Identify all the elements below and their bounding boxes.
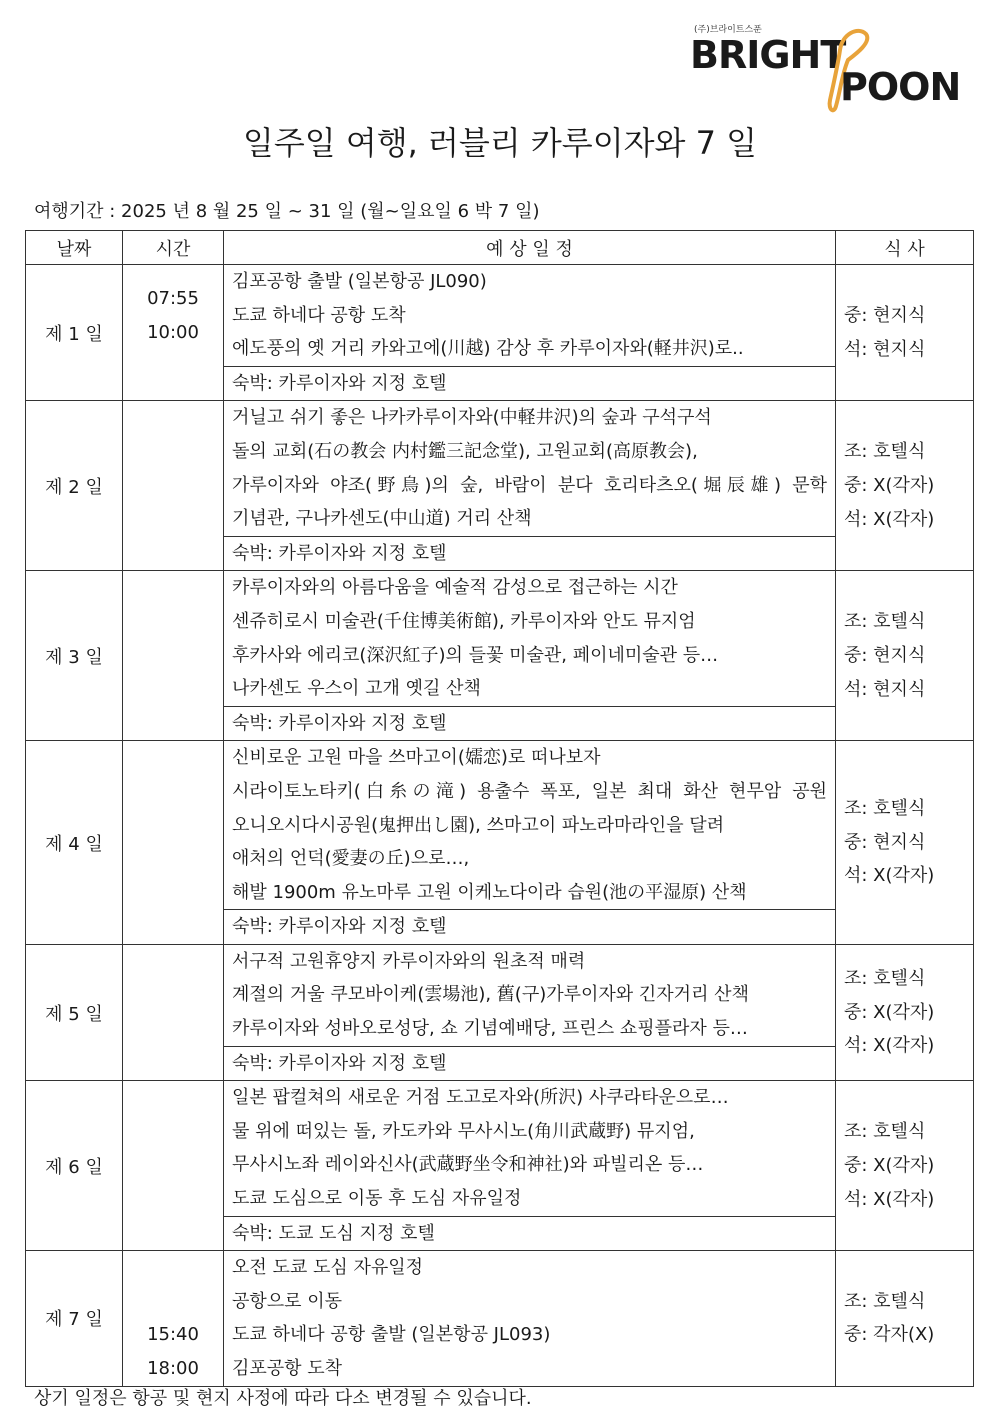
meal-item: 중: X(각자) xyxy=(844,475,935,497)
plan-line: 해발 1900m 유노마루 고원 이케노다이라 습원(池の平湿原) 산책 xyxy=(232,881,747,903)
time-cell xyxy=(123,1251,224,1386)
meal-item: 조: 호텔식 xyxy=(844,968,926,990)
plan-cell xyxy=(224,401,836,571)
plan-line: 계절의 거울 쿠모바이케(雲場池), 舊(구)가루이자와 긴자거리 산책 xyxy=(232,984,749,1006)
plan-line: 가루이자와 야조(野鳥)의 숲, 바람이 분다 호리타츠오(堀辰雄) 문학 xyxy=(232,474,827,496)
meal-item: 중: 각자(X) xyxy=(844,1324,935,1346)
day-label: 제 3 일 xyxy=(26,571,123,741)
header-plan: 예 상 일 정 xyxy=(224,231,836,265)
time-value: 10:00 xyxy=(147,321,199,343)
day-label: 제 2 일 xyxy=(26,401,123,571)
logo-word-poon: POON xyxy=(840,65,961,109)
plan-line: 무사시노좌 레이와신사(武蔵野坐令和神社)와 파빌리온 등… xyxy=(232,1154,704,1176)
table-header-row xyxy=(26,231,974,265)
meal-cell xyxy=(836,265,974,401)
meal-item: 석: X(각자) xyxy=(844,1035,935,1057)
itinerary-table xyxy=(25,230,974,1387)
meal-cell xyxy=(836,401,974,571)
plan-line: 거닐고 쉬기 좋은 나카카루이자와(中軽井沢)의 숲과 구석구석 xyxy=(232,407,712,429)
meal-item: 조: 호텔식 xyxy=(844,1290,926,1312)
table-row xyxy=(26,571,974,741)
header-meal: 식 사 xyxy=(836,231,974,265)
meal-item: 조: 호텔식 xyxy=(844,798,926,820)
plan-line: 공항으로 이동 xyxy=(232,1290,343,1312)
time-cell xyxy=(123,571,224,741)
time-value: 18:00 xyxy=(147,1358,199,1379)
time-cell xyxy=(123,741,224,945)
meal-item: 석: 현지식 xyxy=(844,338,926,360)
hotel-stay: 숙박: 카루이자와 지정 호텔 xyxy=(224,536,835,571)
time-cell xyxy=(123,401,224,571)
plan-line: 물 위에 떠있는 돌, 카도카와 무사시노(角川武蔵野) 뮤지엄, xyxy=(232,1120,695,1142)
plan-cell xyxy=(224,741,836,945)
time-value xyxy=(123,349,223,383)
company-logo xyxy=(690,22,965,120)
time-value xyxy=(123,1285,223,1319)
plan-line: 김포공항 출발 (일본항공 JL090) xyxy=(232,271,487,292)
hotel-stay: 숙박: 카루이자와 지정 호텔 xyxy=(224,909,835,944)
plan-cell xyxy=(224,265,836,401)
meal-cell xyxy=(836,1081,974,1251)
meal-item: 조: 호텔식 xyxy=(844,441,926,463)
plan-line: 센쥬히로시 미술관(千住博美術館), 카루이자와 안도 뮤지엄 xyxy=(232,610,696,632)
time-value: 07:55 xyxy=(147,288,199,310)
plan-line: 도쿄 하네다 공항 도착 xyxy=(232,304,406,326)
plan-line: 시라이토노타키(白糸の滝) 용출수 폭포, 일본 최대 화산 현무암 공원 xyxy=(232,780,827,802)
meal-item: 석: X(각자) xyxy=(844,508,935,530)
time-cell xyxy=(123,1081,224,1251)
time-value: 15:40 xyxy=(147,1324,199,1346)
table-row xyxy=(26,741,974,945)
meal-cell xyxy=(836,571,974,741)
header-time: 시간 xyxy=(123,231,224,265)
plan-line: 서구적 고원휴양지 카루이자와의 원초적 매력 xyxy=(232,950,586,972)
meal-item: 석: X(각자) xyxy=(844,1188,935,1210)
table-row xyxy=(26,1251,974,1386)
plan-line: 일본 팝컬쳐의 새로운 거점 도고로자와(所沢) 사쿠라타운으로… xyxy=(232,1087,729,1109)
time-value xyxy=(123,1251,223,1285)
travel-period: 여행기간 : 2025 년 8 월 25 일 ~ 31 일 (월~일요일 6 박 7 일) xyxy=(34,201,540,222)
plan-line: 후카사와 에리코(深沢紅子)의 들꽃 미술관, 페이네미술관 등… xyxy=(232,644,719,666)
plan-line: 도쿄 도심으로 이동 후 도심 자유일정 xyxy=(232,1188,522,1210)
day-label: 제 7 일 xyxy=(26,1251,123,1386)
plan-line: 에도풍의 옛 거리 카와고에(川越) 감상 후 카루이자와(軽井沢)로.. xyxy=(232,338,744,360)
meal-item: 조: 호텔식 xyxy=(844,611,926,633)
meal-cell xyxy=(836,1251,974,1386)
page-title: 일주일 여행, 러블리 카루이자와 7 일 xyxy=(242,124,758,162)
meal-cell xyxy=(836,741,974,945)
plan-line: 김포공항 도착 xyxy=(232,1358,343,1379)
hotel-stay: 숙박: 카루이자와 지정 호텔 xyxy=(224,1046,835,1081)
footnote: 상기 일정은 항공 및 현지 사정에 따라 다소 변경될 수 있습니다. xyxy=(34,1388,532,1409)
day-label: 제 6 일 xyxy=(26,1081,123,1251)
plan-line: 오니오시다시공원(鬼押出し園), 쓰마고이 파노라마라인을 달려 xyxy=(232,814,725,836)
day-label: 제 1 일 xyxy=(26,265,123,401)
plan-line: 애처의 언덕(愛妻の丘)으로…, xyxy=(232,848,470,870)
table-row xyxy=(26,1081,974,1251)
header-day: 날짜 xyxy=(26,231,123,265)
hotel-stay: 숙박: 카루이자와 지정 호텔 xyxy=(224,706,835,741)
meal-item: 중: 현지식 xyxy=(844,645,926,667)
time-cell xyxy=(123,944,224,1080)
day-label: 제 5 일 xyxy=(26,944,123,1080)
plan-line: 신비로운 고원 마을 쓰마고이(嬬恋)로 떠나보자 xyxy=(232,747,601,769)
table-row xyxy=(26,401,974,571)
table-row xyxy=(26,265,974,401)
plan-line: 오전 도쿄 도심 자유일정 xyxy=(232,1257,424,1279)
hotel-stay: 숙박: 도쿄 도심 지정 호텔 xyxy=(224,1216,835,1251)
logo-word-bright: BRIGHT xyxy=(690,33,846,77)
plan-cell xyxy=(224,571,836,741)
meal-item: 중: X(각자) xyxy=(844,1154,935,1176)
day-label: 제 4 일 xyxy=(26,741,123,945)
plan-line: 기념관, 구나카센도(中山道) 거리 산책 xyxy=(232,508,532,530)
plan-line: 카루이자와의 아름다움을 예술적 감성으로 접근하는 시간 xyxy=(232,577,678,599)
meal-item: 조: 호텔식 xyxy=(844,1121,926,1143)
time-cell xyxy=(123,265,224,401)
meal-cell xyxy=(836,944,974,1080)
table-row xyxy=(26,944,974,1080)
meal-item: 석: X(각자) xyxy=(844,865,935,887)
logo-corp-name: (주)브라이트스푼 xyxy=(694,25,762,35)
meal-item: 중: 현지식 xyxy=(844,831,926,853)
plan-line: 나카센도 우스이 고개 옛길 산책 xyxy=(232,678,481,700)
meal-item: 중: 현지식 xyxy=(844,305,926,327)
plan-line: 카루이자와 성바오로성당, 쇼 기념예배당, 프린스 쇼핑플라자 등… xyxy=(232,1018,748,1040)
meal-item: 중: X(각자) xyxy=(844,1001,935,1023)
plan-cell xyxy=(224,1251,836,1386)
meal-item: 석: 현지식 xyxy=(844,678,926,700)
plan-cell xyxy=(224,1081,836,1251)
plan-cell xyxy=(224,944,836,1080)
plan-line: 돌의 교회(石の教会 内村鑑三記念堂), 고원교회(高原教会), xyxy=(232,440,698,462)
plan-line: 도쿄 하네다 공항 출발 (일본항공 JL093) xyxy=(232,1324,551,1346)
hotel-stay: 숙박: 카루이자와 지정 호텔 xyxy=(224,366,835,401)
